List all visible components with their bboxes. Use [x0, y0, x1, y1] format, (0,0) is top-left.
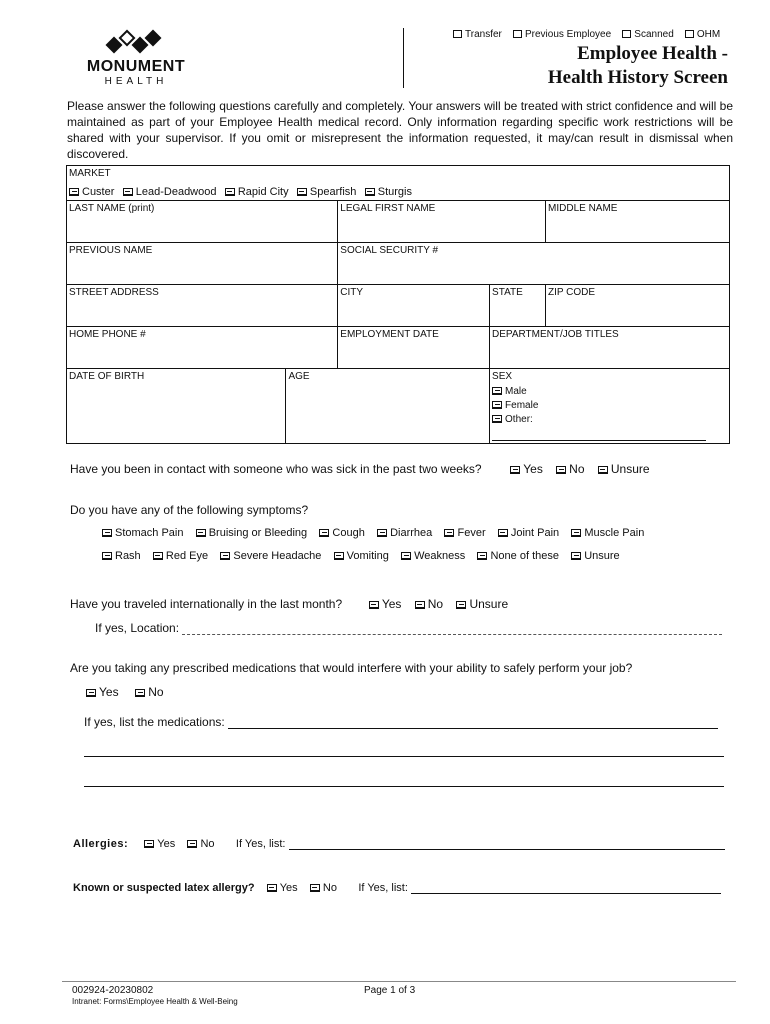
market-rapid-city-checkbox[interactable]: Rapid City — [225, 186, 289, 198]
age-field[interactable]: AGE — [286, 369, 490, 444]
sex-label: SEX — [492, 371, 513, 382]
q1-no-checkbox[interactable]: No — [556, 462, 584, 476]
medications-line-3[interactable] — [84, 786, 724, 787]
symptom-muscle-pain-checkbox[interactable]: Muscle Pain — [571, 527, 644, 539]
department-field[interactable]: DEPARTMENT/JOB TITLES — [490, 327, 730, 369]
sex-female-checkbox[interactable]: Female — [492, 399, 727, 413]
symptom-unsure-checkbox[interactable]: Unsure — [571, 550, 619, 562]
header-divider — [403, 28, 404, 88]
ohm-checkbox[interactable]: OHM — [685, 29, 720, 40]
symptom-bruising-checkbox[interactable]: Bruising or Bleeding — [196, 527, 307, 539]
footer-rule — [62, 981, 736, 982]
symptom-rash-checkbox[interactable]: Rash — [102, 550, 141, 562]
symptom-diarrhea-checkbox[interactable]: Diarrhea — [377, 527, 432, 539]
sex-other-checkbox[interactable]: Other: — [492, 413, 727, 441]
transfer-checkbox[interactable]: Transfer — [453, 29, 502, 40]
ssn-field[interactable]: SOCIAL SECURITY # — [338, 243, 730, 285]
street-address-field[interactable]: STREET ADDRESS — [67, 285, 338, 327]
q3-unsure-checkbox[interactable]: Unsure — [456, 597, 508, 611]
footer-page: Page 1 of 3 — [364, 985, 416, 996]
symptom-joint-pain-checkbox[interactable]: Joint Pain — [498, 527, 559, 539]
q1 — [70, 462, 650, 476]
q3 — [70, 597, 508, 611]
title-line-2: Health History Screen — [547, 67, 728, 88]
intro-text: Please answer the following questions carefully and completely. Your answers will be treated with strict confidence and will be maintained as part of your Employee Health medical record. Only information regarding specific work restrictions will be shared with your supervisor. If you omit or misrepresent the information requested, it may/can result in dismissal when discovered. — [67, 99, 733, 161]
symptom-severe-headache-checkbox[interactable]: Severe Headache — [220, 550, 321, 562]
latex-yes-checkbox[interactable]: Yes — [267, 882, 298, 894]
symptom-stomach-pain-checkbox[interactable]: Stomach Pain — [102, 527, 183, 539]
q1-text: Have you been in contact with someone who was sick in the past two weeks? — [70, 462, 482, 476]
logo-name: MONUMENT — [86, 58, 186, 75]
q3-followup — [95, 621, 722, 635]
top-checkboxes — [453, 29, 720, 40]
latex-row — [73, 882, 721, 894]
sex-cell — [490, 369, 730, 444]
q3-text: Have you traveled internationally in the last month? — [70, 597, 343, 611]
page-title — [548, 42, 728, 90]
q4-text: Are you taking any prescribed medications that would interfere with your ability to safely perform your job? — [70, 661, 633, 675]
q1-yes-checkbox[interactable]: Yes — [510, 462, 543, 476]
q4-options — [86, 685, 164, 699]
sex-male-checkbox[interactable]: Male — [492, 385, 727, 399]
q2-text: Do you have any of the following symptoms? — [70, 503, 309, 517]
q4-followup — [84, 715, 718, 729]
symptom-fever-checkbox[interactable]: Fever — [444, 527, 485, 539]
symptoms-row-1 — [102, 527, 644, 539]
latex-followup-label: If Yes, list: — [358, 882, 408, 894]
medications-line-1[interactable] — [228, 728, 718, 729]
allergies-label: Allergies: — [73, 838, 129, 850]
legal-first-name-field[interactable]: LEGAL FIRST NAME — [338, 201, 546, 243]
dob-field[interactable]: DATE OF BIRTH — [67, 369, 286, 444]
latex-no-checkbox[interactable]: No — [310, 882, 337, 894]
market-sturgis-checkbox[interactable]: Sturgis — [365, 186, 412, 198]
logo — [70, 28, 202, 90]
market-spearfish-checkbox[interactable]: Spearfish — [297, 186, 356, 198]
market-lead-deadwood-checkbox[interactable]: Lead-Deadwood — [123, 186, 217, 198]
market-custer-checkbox[interactable]: Custer — [69, 186, 114, 198]
zip-code-field[interactable]: ZIP CODE — [546, 285, 730, 327]
footer-path: Intranet: Forms\Employee Health & Well-Being — [72, 997, 238, 1006]
previous-employee-checkbox[interactable]: Previous Employee — [513, 29, 611, 40]
allergies-followup-label: If Yes, list: — [235, 838, 286, 850]
title-line-1: Employee Health - — [577, 43, 728, 64]
q4-followup-label: If yes, list the medications: — [84, 715, 225, 729]
allergies-row — [73, 838, 725, 850]
q4-no-checkbox[interactable]: No — [135, 685, 163, 699]
latex-list-line[interactable] — [411, 893, 721, 894]
previous-name-field[interactable]: PREVIOUS NAME — [67, 243, 338, 285]
last-name-field[interactable]: LAST NAME (print) — [67, 201, 338, 243]
state-field[interactable]: STATE — [490, 285, 546, 327]
latex-label: Known or suspected latex allergy? — [73, 882, 255, 894]
q3-followup-label: If yes, Location: — [95, 621, 180, 635]
allergies-no-checkbox[interactable]: No — [187, 838, 214, 850]
q4-yes-checkbox[interactable]: Yes — [86, 685, 119, 699]
market-cell — [67, 166, 730, 201]
symptom-none-checkbox[interactable]: None of these — [477, 550, 559, 562]
logo-sub: HEALTH — [104, 76, 168, 87]
q3-yes-checkbox[interactable]: Yes — [369, 597, 402, 611]
medications-line-2[interactable] — [84, 756, 724, 757]
symptom-weakness-checkbox[interactable]: Weakness — [401, 550, 465, 562]
employee-info-table — [66, 165, 730, 444]
symptom-red-eye-checkbox[interactable]: Red Eye — [153, 550, 208, 562]
employment-date-field[interactable]: EMPLOYMENT DATE — [338, 327, 490, 369]
sex-other-line[interactable] — [492, 440, 706, 441]
market-label: MARKET — [69, 168, 111, 179]
symptom-vomiting-checkbox[interactable]: Vomiting — [334, 550, 389, 562]
location-line[interactable] — [182, 634, 722, 635]
footer-code: 002924-20230802 — [72, 985, 154, 996]
allergies-yes-checkbox[interactable]: Yes — [144, 838, 175, 850]
q3-no-checkbox[interactable]: No — [415, 597, 443, 611]
home-phone-field[interactable]: HOME PHONE # — [67, 327, 338, 369]
symptom-cough-checkbox[interactable]: Cough — [319, 527, 364, 539]
middle-name-field[interactable]: MIDDLE NAME — [546, 201, 730, 243]
city-field[interactable]: CITY — [338, 285, 490, 327]
symptoms-row-2 — [102, 550, 620, 562]
scanned-checkbox[interactable]: Scanned — [622, 29, 673, 40]
allergies-list-line[interactable] — [289, 849, 725, 850]
q1-unsure-checkbox[interactable]: Unsure — [598, 462, 650, 476]
